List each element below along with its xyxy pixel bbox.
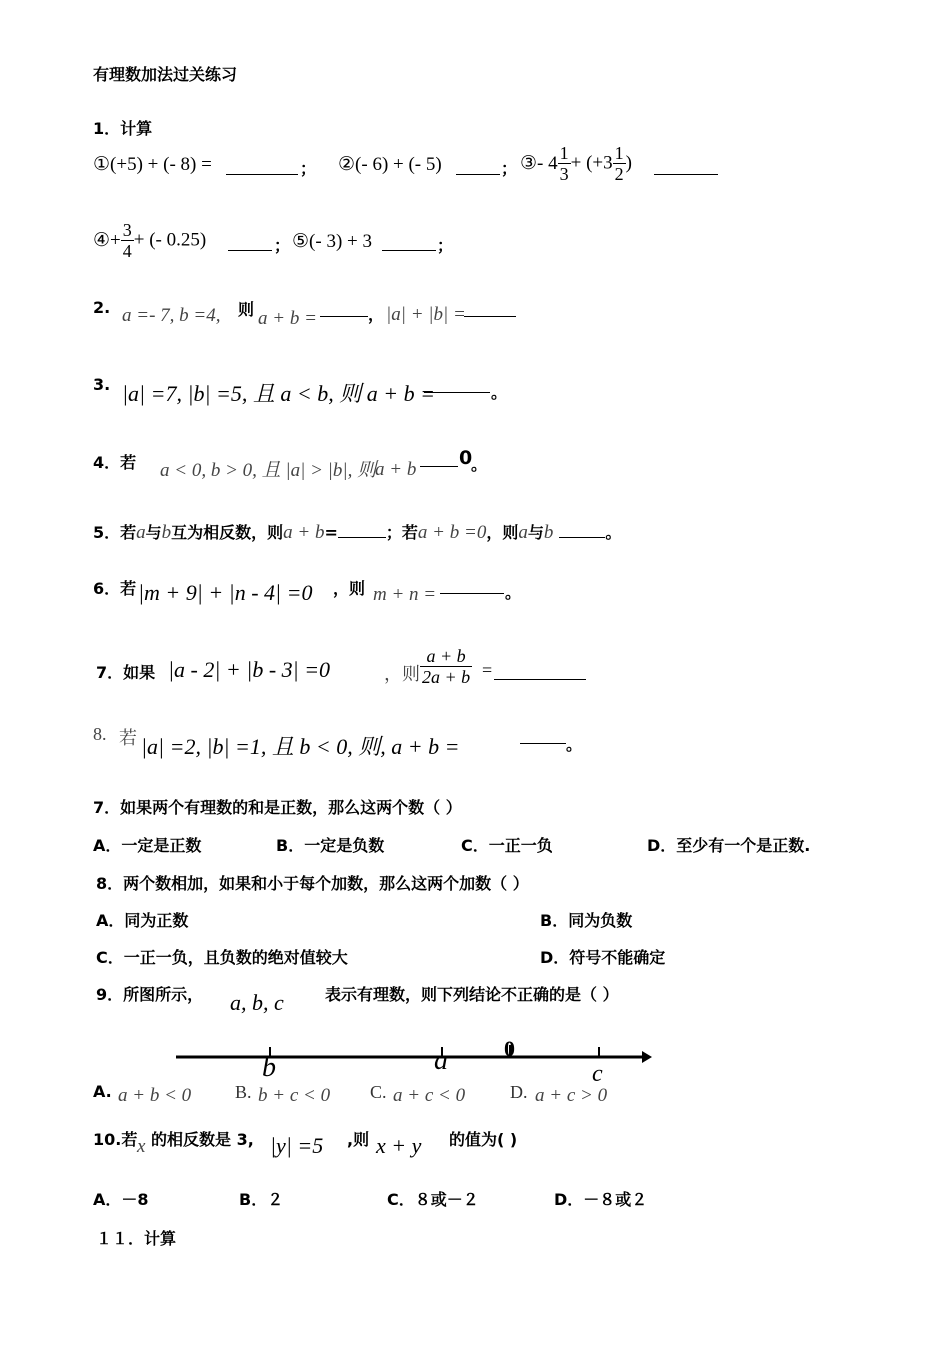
q9-option-d: a + c > 0	[535, 1085, 608, 1106]
q4-expr2: a + b	[375, 459, 417, 480]
q5-text7: 与	[527, 523, 544, 542]
label-b: b	[262, 1052, 276, 1083]
q8a-expr: |a| =2, |b| =1, 且 b < 0, 则, a + b =	[141, 734, 460, 759]
q7a-fraction	[420, 646, 472, 687]
q9-option-d-label: D.	[510, 1082, 528, 1102]
q5-expr2: a + b =0	[417, 522, 487, 543]
q4-blank	[420, 466, 458, 467]
q6-text2: ，则	[333, 579, 366, 598]
q9-option-c: a + c < 0	[393, 1085, 466, 1106]
q3-end: 。	[491, 383, 508, 402]
q8a-blank	[520, 743, 566, 744]
q5-text2: 与	[145, 523, 162, 542]
q7a-expr: |a - 2| + |b - 3| =0	[168, 657, 331, 682]
q2-then: 则	[238, 300, 255, 319]
number-line-arrow-icon	[642, 1051, 652, 1063]
q5-var-b: b	[161, 522, 172, 543]
q6-end: 。	[505, 583, 522, 602]
q10-option-b: B．２	[239, 1190, 284, 1209]
q1-part2-blank	[456, 174, 500, 175]
q1-part3-pre: ③- 4	[520, 153, 558, 174]
q8a-number: 8.	[93, 724, 107, 744]
q6-expr: |m + 9| + |n - 4| =0	[138, 580, 313, 605]
q2-given: a =- 7, b =4,	[122, 305, 221, 326]
q7a-blank	[494, 679, 586, 680]
q5-expr1: a + b	[283, 522, 325, 543]
q1-part3-mid: + (+3	[570, 152, 613, 174]
q5-end: 。	[605, 523, 622, 542]
q2-expr1: a + b =	[258, 308, 317, 329]
q1-part4-post: + (- 0.25)	[133, 229, 207, 251]
q5-line	[93, 520, 621, 544]
q7-option-b: B．一定是负数	[276, 836, 385, 855]
q5-var-a: a	[136, 522, 146, 543]
q1-part1: ①(+5) + (- 8) =	[93, 154, 212, 175]
q9-option-b: b + c < 0	[258, 1085, 331, 1106]
q9-option-a: a + b < 0	[118, 1085, 192, 1106]
q1-part5-blank	[382, 250, 436, 251]
q6-blank	[440, 593, 504, 594]
q1-part3-close: )	[625, 152, 632, 174]
q5-var-b2: b	[543, 522, 554, 543]
q5-text1: 5．若	[93, 523, 137, 542]
q10-text1: 10.若	[93, 1130, 138, 1149]
q6-text1: 6．若	[93, 579, 137, 598]
q2-blank2	[464, 316, 516, 317]
q1-part2-sep: ；	[501, 159, 518, 178]
q8-option-b: B．同为负数	[540, 911, 633, 930]
q2-comma: ，	[368, 305, 385, 324]
q3-number: 3.	[93, 375, 111, 394]
q1-part3	[520, 143, 632, 184]
q6-expr2: m + n =	[373, 584, 437, 605]
q2-blank1	[320, 316, 368, 317]
q7-option-d: D．至少有一个是正数.	[647, 836, 811, 855]
q1-label: 1．计算	[93, 119, 153, 138]
q1-part4	[93, 220, 206, 261]
q2-expr2: |a| + |b| =	[386, 304, 466, 325]
q7a-text1: 7．如果	[96, 663, 156, 682]
q1-part4-pre: ④+	[93, 230, 121, 251]
q10-option-d: D．－８或２	[554, 1190, 648, 1209]
label-a: a	[434, 1045, 448, 1076]
q5-blank1	[338, 537, 386, 538]
page-title: 有理数加法过关练习	[93, 65, 238, 84]
label-zero: 0	[504, 1036, 515, 1061]
q5-eq: =	[324, 523, 338, 542]
q10-option-c: C．８或－２	[387, 1190, 479, 1209]
q10-text2: 的相反数是 3,	[151, 1130, 254, 1149]
q1-part4-frac: $\frac{3}{4}$	[122, 220, 132, 261]
q4-label: 4．若	[93, 453, 137, 472]
q7-option-a: A．一定是正数	[93, 836, 202, 855]
q7-option-c: C．一正一负	[461, 836, 553, 855]
q1-part4-sep: ；	[274, 236, 291, 255]
q1-part1-blank	[226, 174, 298, 175]
q1-part3-frac2: $\frac{1}{2}$	[614, 143, 624, 184]
q9-option-c-label: C.	[370, 1082, 387, 1102]
q8-stem: 8．两个数相加，如果和小于每个加数，那么这两个加数（ ）	[96, 874, 529, 893]
q1-part5-sep: ；	[437, 236, 454, 255]
q5-blank2	[559, 537, 605, 538]
q7a-denominator: 2a + b	[422, 667, 471, 687]
q10-text4: 的值为( )	[449, 1130, 518, 1149]
q1-part3-blank	[654, 174, 718, 175]
q5-text3: 互为相反数，则	[171, 523, 284, 542]
q2-number: 2.	[93, 298, 111, 317]
q1-part4-blank	[228, 250, 272, 251]
q7a-numerator: a + b	[420, 646, 472, 667]
q1-part3-frac1: $\frac{1}{3}$	[559, 143, 569, 184]
label-c: c	[592, 1061, 603, 1087]
q9-text1: 9．所图所示，	[96, 985, 204, 1004]
q10-text3: ,则	[347, 1130, 370, 1149]
q10-option-a: A．－8	[93, 1190, 149, 1209]
q1-part2: ②(- 6) + (- 5)	[338, 154, 442, 175]
q8-option-c: C．一正一负，且负数的绝对值较大	[96, 948, 348, 967]
q1-part1-sep: ；	[300, 159, 317, 178]
q4-end: 。	[471, 455, 488, 474]
q9-option-b-label: B.	[235, 1082, 252, 1102]
q10-expr: |y| =5	[270, 1133, 324, 1158]
q4-answer: 0	[459, 447, 473, 469]
q10-expr2: x + y	[376, 1133, 422, 1158]
q9-vars: a, b, c	[230, 990, 284, 1015]
q4-expr: a < 0, b > 0, 且 |a| > |b|, 则	[160, 460, 377, 481]
q3-blank	[424, 392, 490, 393]
q11-label: １１．计算	[96, 1229, 177, 1248]
q9-option-a-label: A.	[93, 1082, 112, 1101]
q1-part5: ⑤(- 3) + 3	[292, 231, 372, 252]
q5-text5: ；若	[385, 523, 418, 542]
q7a-eq: =	[482, 660, 493, 680]
q7a-text2: ，则	[384, 664, 420, 684]
q8-option-a: A．同为正数	[96, 911, 189, 930]
q3-expr: |a| =7, |b| =5, 且 a < b, 则 a + b =	[122, 381, 435, 406]
q8-option-d: D．符号不能确定	[540, 948, 666, 967]
q8a-end: 。	[566, 735, 583, 754]
q5-var-a2: a	[518, 522, 528, 543]
q10-var-x: x	[137, 1136, 146, 1157]
q9-text2: 表示有理数，则下列结论不正确的是（ ）	[325, 985, 619, 1004]
q7-stem: 7．如果两个有理数的和是正数，那么这两个数（ ）	[93, 798, 462, 817]
q8a-text: 若	[119, 728, 137, 748]
q5-text6: ，则	[486, 523, 519, 542]
